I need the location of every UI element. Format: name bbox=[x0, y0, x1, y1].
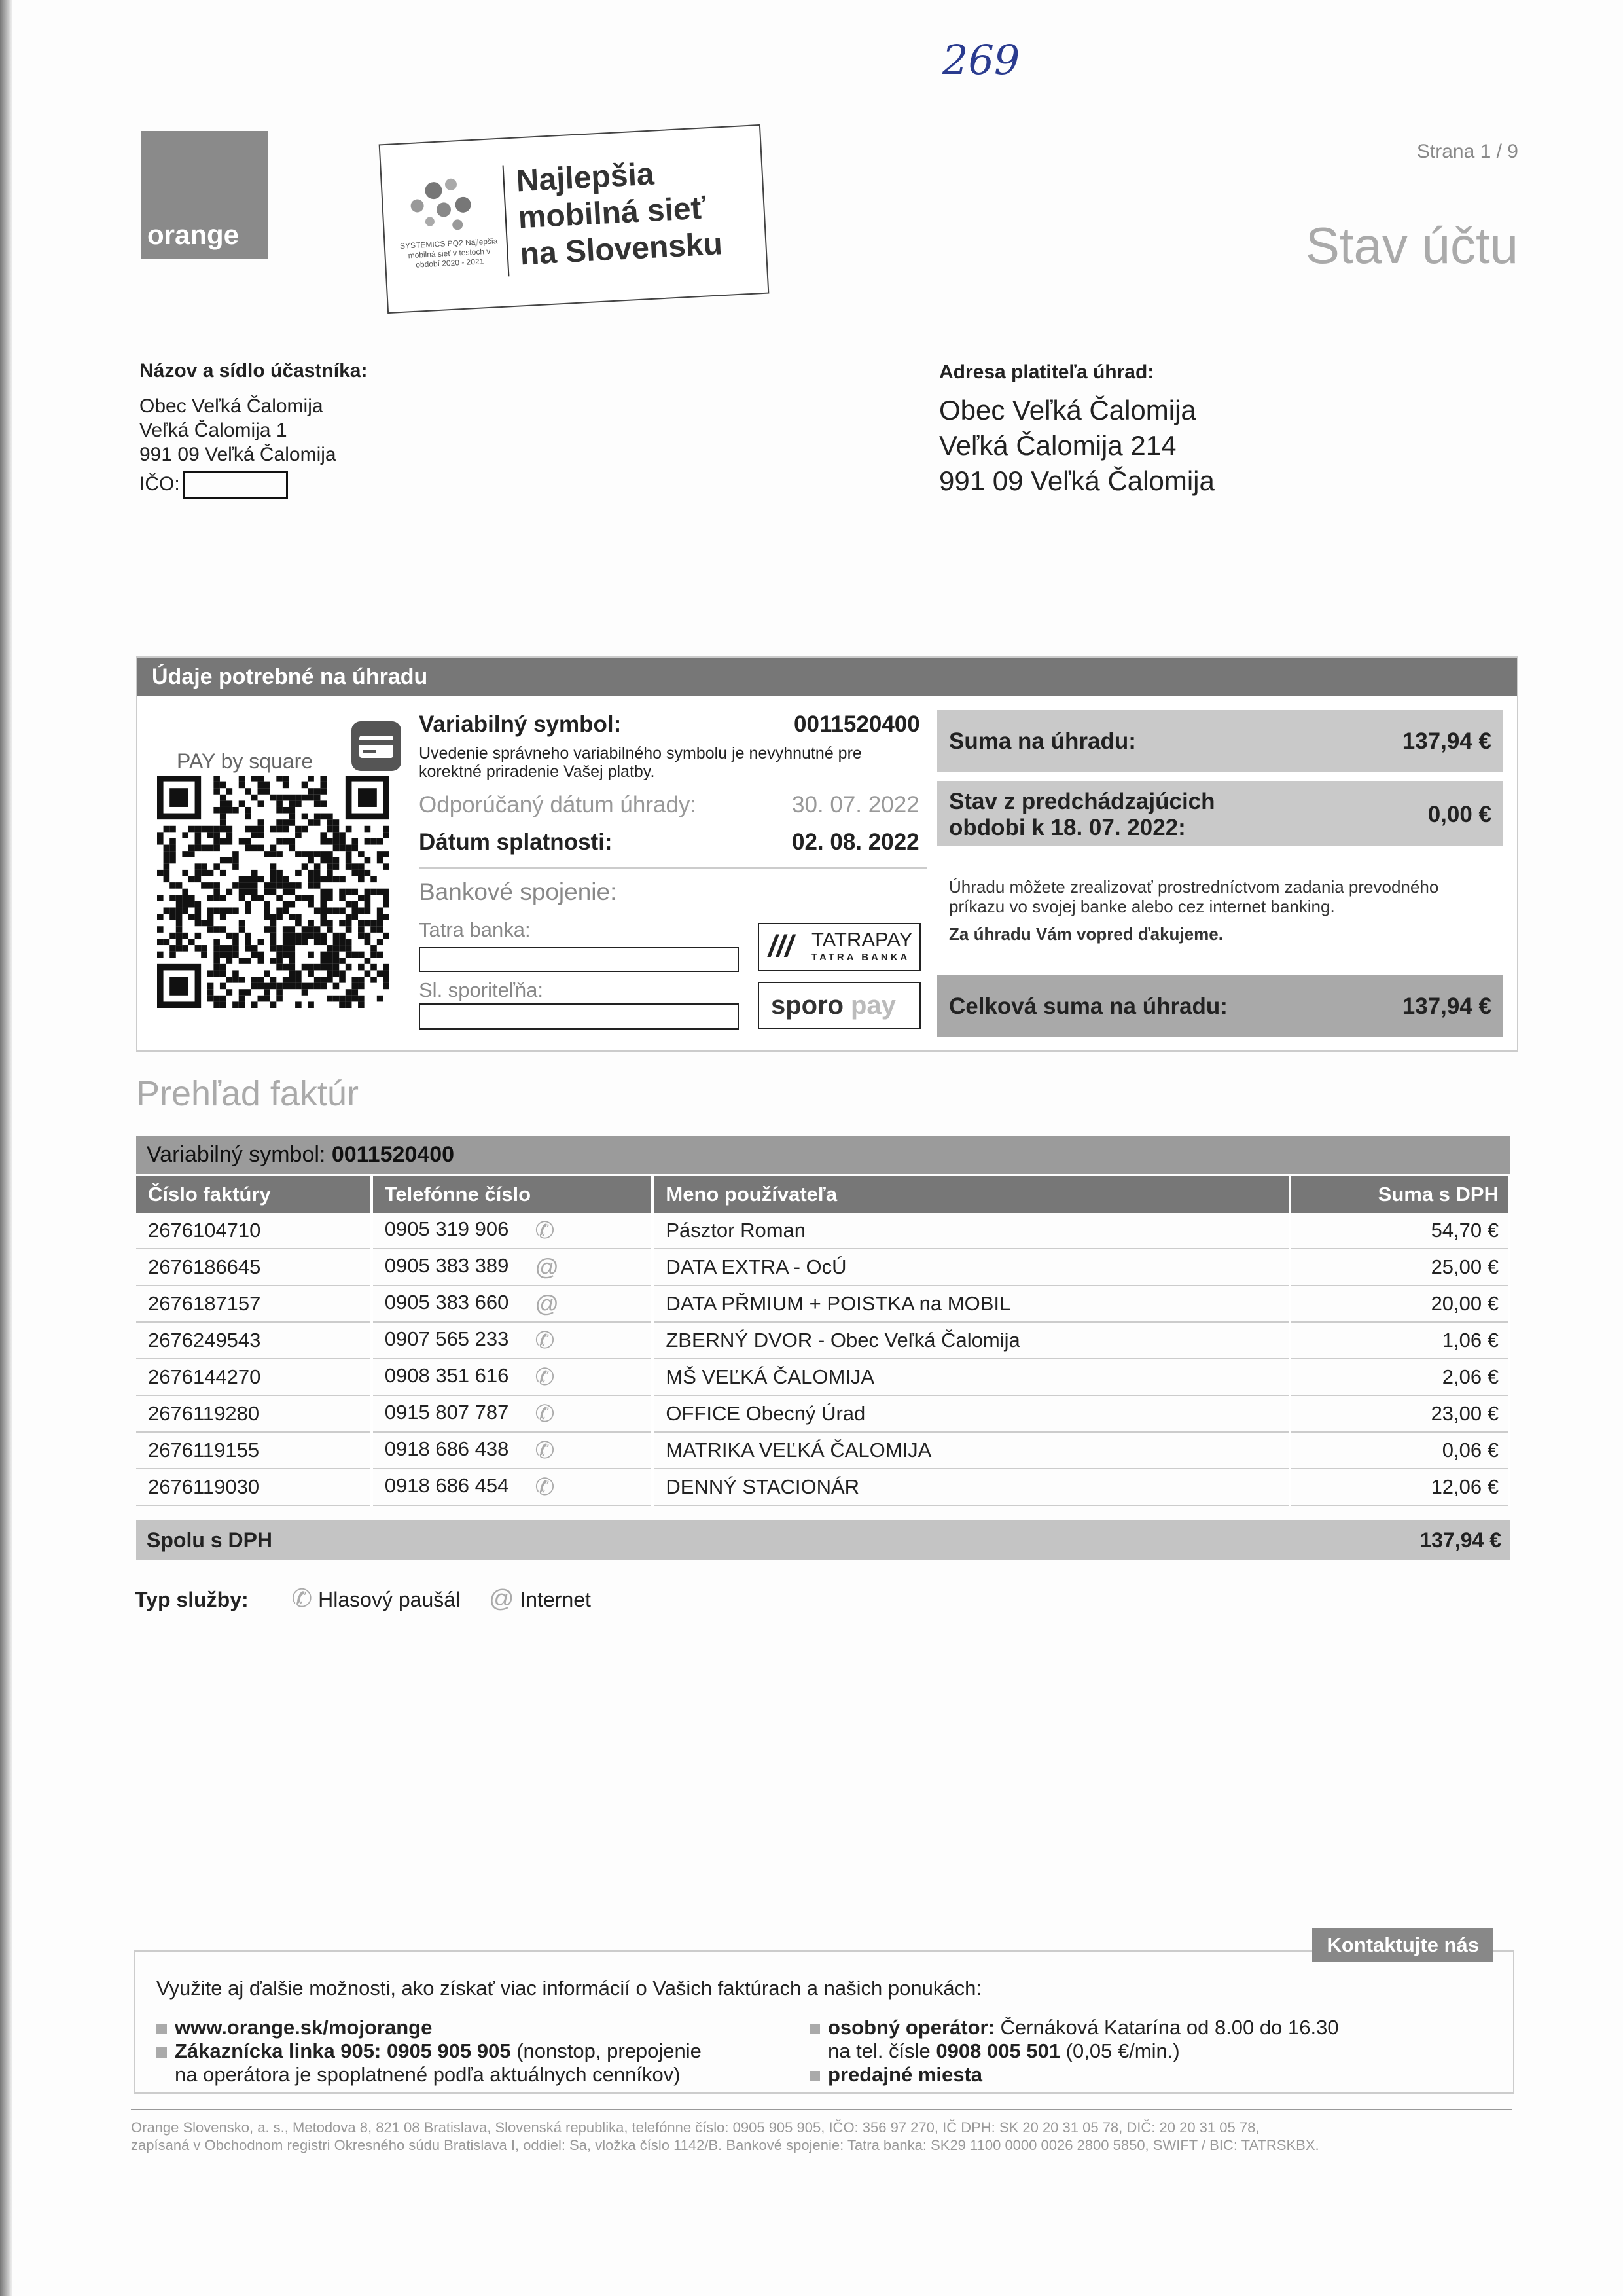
amount: 20,00 € bbox=[1290, 1285, 1509, 1322]
user-name: DENNÝ STACIONÁR bbox=[652, 1469, 1290, 1505]
contact-right bbox=[810, 2016, 1464, 2087]
qr-code bbox=[157, 776, 389, 1008]
phone-cell bbox=[372, 1213, 653, 1249]
table-row bbox=[136, 1469, 1509, 1505]
due-date-value: 02. 08. 2022 bbox=[792, 829, 919, 855]
tatra-bank-label: Tatra banka: bbox=[419, 918, 531, 941]
amount: 2,06 € bbox=[1290, 1359, 1509, 1395]
subscriber-line2: Veľká Čalomija 1 bbox=[139, 420, 287, 441]
tatra-iban-redacted bbox=[419, 947, 739, 972]
phone-number: 0905 383 660 bbox=[384, 1291, 509, 1314]
badge-line2: mobilná sieť bbox=[517, 190, 707, 236]
footer-divider bbox=[131, 2109, 1512, 2110]
bullet-icon bbox=[810, 2024, 820, 2034]
phone-number: 0918 686 438 bbox=[384, 1437, 509, 1461]
phone-number: 0907 565 233 bbox=[384, 1327, 509, 1351]
contact-stores: predajné miesta bbox=[828, 2063, 983, 2086]
overview-vs-label: Variabilný symbol: bbox=[147, 1142, 326, 1167]
table-row bbox=[136, 1249, 1509, 1285]
invoice-table bbox=[136, 1176, 1510, 1506]
col-phone: Telefónne číslo bbox=[372, 1176, 653, 1213]
payer-line1: Obec Veľká Čalomija bbox=[939, 395, 1196, 425]
phone-cell bbox=[372, 1249, 653, 1285]
table-row bbox=[136, 1395, 1509, 1432]
overview-vs-value: 0011520400 bbox=[331, 1142, 455, 1167]
phone-icon: ✆ bbox=[535, 1327, 555, 1354]
pay-by-square-label: PAY by square bbox=[177, 749, 313, 773]
amount: 1,06 € bbox=[1290, 1322, 1509, 1359]
phone-cell bbox=[372, 1432, 653, 1469]
subscriber-block bbox=[139, 360, 367, 499]
divider bbox=[419, 867, 927, 869]
best-network-badge bbox=[379, 124, 770, 314]
sum-box bbox=[937, 710, 1503, 772]
tatrapay-slash-icon: /// bbox=[768, 929, 794, 963]
bullet-icon bbox=[156, 2047, 167, 2058]
badge-line3: na Slovensku bbox=[519, 226, 724, 272]
sporo-label: sporo bbox=[771, 991, 844, 1020]
badge-line1: Najlepšia bbox=[515, 156, 655, 199]
invoice-total-value: 137,94 € bbox=[1419, 1528, 1501, 1552]
contact-hotline-rest: (nonstop, prepojenie bbox=[510, 2039, 702, 2062]
bank-label: Bankové spojenie: bbox=[419, 878, 617, 905]
total-due-box bbox=[937, 975, 1503, 1037]
col-amount: Suma s DPH bbox=[1290, 1176, 1509, 1213]
recommended-date-label: Odporúčaný dátum úhrady: bbox=[419, 792, 697, 817]
phone-icon: ✆ bbox=[291, 1585, 313, 1613]
card-icon bbox=[350, 720, 402, 772]
amount: 23,00 € bbox=[1290, 1395, 1509, 1432]
subscriber-label: Názov a sídlo účastníka: bbox=[139, 360, 368, 382]
phone-icon: ✆ bbox=[535, 1400, 555, 1427]
phone-icon: ✆ bbox=[535, 1217, 555, 1244]
contact-web-link[interactable]: www.orange.sk/mojorange bbox=[175, 2016, 433, 2039]
tatrapay-label: TATRAPAY bbox=[812, 928, 913, 951]
user-name: ZBERNÝ DVOR - Obec Veľká Čalomija bbox=[652, 1322, 1290, 1359]
payment-info: Úhradu môžete zrealizovať prostredníctvom zadania prevodného príkazu vo svojej banke alebo cez internet banking. bbox=[949, 877, 1439, 916]
vs-note: Uvedenie správneho variabilného symbolu je nevyhnutné pre korektné priradenie Vašej platby. bbox=[419, 744, 862, 781]
molecule-icon bbox=[401, 170, 483, 239]
logo-text: orange bbox=[147, 219, 240, 250]
table-row bbox=[136, 1285, 1509, 1322]
payment-header: Údaje potrebné na úhradu bbox=[137, 658, 1517, 696]
document-title: Stav účtu bbox=[1305, 217, 1518, 274]
orange-logo bbox=[141, 131, 268, 259]
badge-text bbox=[515, 152, 723, 273]
invoice-header-row bbox=[136, 1176, 1509, 1213]
amount: 12,06 € bbox=[1290, 1469, 1509, 1505]
legend-internet: Internet bbox=[520, 1588, 591, 1611]
contact-operator-phone: 0908 005 501 bbox=[936, 2039, 1061, 2062]
payer-line2: Veľká Čalomija 214 bbox=[939, 430, 1177, 461]
bullet-icon bbox=[810, 2071, 820, 2081]
phone-icon: ✆ bbox=[535, 1363, 555, 1390]
total-due-value: 137,94 € bbox=[1402, 994, 1491, 1019]
contact-operator: osobný operátor: bbox=[828, 2016, 995, 2039]
contact-left bbox=[156, 2016, 811, 2087]
contact-tab[interactable]: Kontaktujte nás bbox=[1312, 1928, 1493, 1962]
phone-number: 0915 807 787 bbox=[384, 1401, 509, 1424]
at-icon: @ bbox=[535, 1253, 559, 1280]
phone-number: 0908 351 616 bbox=[384, 1364, 509, 1388]
phone-cell bbox=[372, 1469, 653, 1505]
at-icon: @ bbox=[488, 1585, 514, 1613]
user-name: MŠ VEĽKÁ ČALOMIJA bbox=[652, 1359, 1290, 1395]
footer bbox=[131, 2119, 1512, 2154]
user-name: DATA EXTRA - OcÚ bbox=[652, 1249, 1290, 1285]
table-row bbox=[136, 1213, 1509, 1249]
table-row bbox=[136, 1322, 1509, 1359]
user-name: OFFICE Obecný Úrad bbox=[652, 1395, 1290, 1432]
due-date-label: Dátum splatnosti: bbox=[419, 829, 613, 855]
at-icon: @ bbox=[535, 1290, 559, 1317]
recommended-date-value: 30. 07. 2022 bbox=[792, 792, 919, 817]
ico-row bbox=[139, 471, 367, 499]
legend-voice: Hlasový paušál bbox=[318, 1588, 461, 1611]
invoice-number: 2676119030 bbox=[136, 1469, 372, 1505]
table-row bbox=[136, 1432, 1509, 1469]
payer-block bbox=[939, 361, 1215, 499]
amount: 25,00 € bbox=[1290, 1249, 1509, 1285]
tatrapay-button[interactable] bbox=[758, 923, 921, 971]
page-number: Strana 1 / 9 bbox=[1416, 141, 1518, 162]
table-row bbox=[136, 1359, 1509, 1395]
phone-cell bbox=[372, 1395, 653, 1432]
phone-cell bbox=[372, 1285, 653, 1322]
slsp-label: Sl. sporiteľňa: bbox=[419, 978, 543, 1001]
phone-number: 0918 686 454 bbox=[384, 1474, 509, 1498]
phone-icon: ✆ bbox=[535, 1437, 555, 1463]
ico-label: IČO: bbox=[139, 473, 180, 495]
phone-icon: ✆ bbox=[535, 1473, 555, 1500]
invoice-number: 2676119280 bbox=[136, 1395, 372, 1432]
invoice-number: 2676186645 bbox=[136, 1249, 372, 1285]
phone-cell bbox=[372, 1359, 653, 1395]
user-name: DATA PŘMIUM + POISTKA na MOBIL bbox=[652, 1285, 1290, 1322]
slsp-iban-redacted bbox=[419, 1003, 739, 1030]
payment-panel bbox=[136, 656, 1518, 1052]
ico-redacted-box bbox=[183, 471, 288, 499]
sum-label: Suma na úhradu: bbox=[949, 728, 1136, 754]
phone-cell bbox=[372, 1322, 653, 1359]
contact-hotline-line2: na operátora je spoplatnené podľa aktuálnych cenníkov) bbox=[175, 2063, 681, 2086]
user-name: MATRIKA VEĽKÁ ČALOMIJA bbox=[652, 1432, 1290, 1469]
invoice-total-label: Spolu s DPH bbox=[147, 1528, 273, 1552]
contact-operator-post: (0,05 €/min.) bbox=[1060, 2039, 1180, 2062]
footer-line1: Orange Slovensko, a. s., Metodova 8, 821 08 Bratislava, Slovenská republika, telefónne číslo: 0905 905 905, IČO: 356 97 270, IČ DPH: SK 20 20 31 05 78, DIČ: 20 20 31 05 78, bbox=[131, 2119, 1260, 2136]
vs-label: Variabilný symbol: bbox=[419, 711, 622, 737]
legend-label: Typ služby: bbox=[135, 1588, 249, 1611]
handwritten-note: 269 bbox=[942, 36, 1020, 84]
footer-line2: zapísaná v Obchodnom registri Okresného súdu Bratislava I, oddiel: Sa, vložka číslo 1142/B. Bankové spojenie: Tatra banka: SK29 1100 0000 0026 2800 5850, SWIFT / BIC: TATRSKBX. bbox=[131, 2137, 1319, 2153]
payer-line3: 991 09 Veľká Čalomija bbox=[939, 465, 1215, 496]
invoice-number: 2676104710 bbox=[136, 1213, 372, 1249]
invoice-number: 2676144270 bbox=[136, 1359, 372, 1395]
badge-small-text: SYSTEMICS PQ2 Najlepšia mobilná sieť v testoch v období 2020 - 2021 bbox=[399, 236, 498, 270]
invoice-number: 2676187157 bbox=[136, 1285, 372, 1322]
contact-hotline: Zákaznícka linka 905: 0905 905 905 bbox=[175, 2039, 511, 2062]
subscriber-line3: 991 09 Veľká Čalomija bbox=[139, 444, 336, 465]
overview-title: Prehľad faktúr bbox=[136, 1074, 359, 1113]
col-user: Meno používateľa bbox=[652, 1176, 1290, 1213]
sporo-pay-label: pay bbox=[851, 991, 896, 1020]
amount: 54,70 € bbox=[1290, 1213, 1509, 1249]
payment-thanks: Za úhradu Vám vopred ďakujeme. bbox=[949, 924, 1223, 944]
previous-balance-value: 0,00 € bbox=[1427, 802, 1491, 827]
vs-value: 0011520400 bbox=[794, 711, 920, 737]
tatrapay-sub: TATRA BANKA bbox=[812, 952, 910, 963]
invoice-number: 2676249543 bbox=[136, 1322, 372, 1359]
sum-value: 137,94 € bbox=[1402, 728, 1491, 754]
subscriber-line1: Obec Veľká Čalomija bbox=[139, 395, 323, 417]
total-due-label: Celková suma na úhradu: bbox=[949, 994, 1228, 1019]
amount: 0,06 € bbox=[1290, 1432, 1509, 1469]
phone-number: 0905 383 389 bbox=[384, 1254, 509, 1278]
previous-balance-box bbox=[937, 781, 1503, 846]
bullet-icon bbox=[156, 2024, 167, 2034]
contact-box bbox=[134, 1933, 1514, 2094]
badge-divider bbox=[503, 166, 510, 277]
contact-operator-pre: na tel. čísle bbox=[828, 2039, 936, 2062]
service-legend bbox=[135, 1584, 591, 1613]
invoice-number: 2676119155 bbox=[136, 1432, 372, 1469]
col-invoice: Číslo faktúry bbox=[136, 1176, 372, 1213]
payer-label: Adresa platiteľa úhrad: bbox=[939, 361, 1154, 383]
invoice-total-row bbox=[136, 1520, 1510, 1560]
phone-number: 0905 319 906 bbox=[384, 1217, 509, 1241]
overview-vs-bar bbox=[136, 1136, 1510, 1174]
scan-edge bbox=[0, 0, 12, 2296]
previous-balance-label: Stav z predchádzajúcich obdobi k 18. 07. 2022: bbox=[949, 789, 1215, 840]
sporopay-button[interactable] bbox=[758, 982, 921, 1029]
contact-operator-rest: Černáková Katarína od 8.00 do 16.30 bbox=[994, 2016, 1339, 2039]
contact-intro: Využite aj ďalšie možnosti, ako získať viac informácií o Vašich faktúrach a našich ponukách: bbox=[156, 1977, 982, 2000]
user-name: Pásztor Roman bbox=[652, 1213, 1290, 1249]
